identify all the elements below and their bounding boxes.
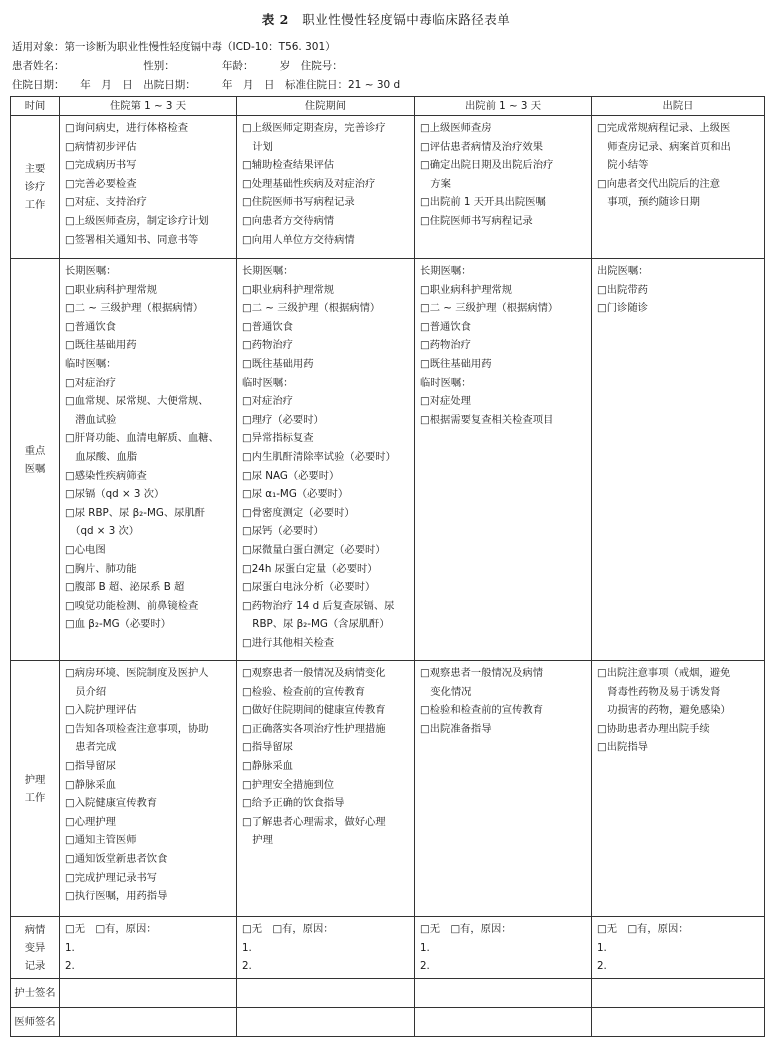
cell-diagnosis-predischarge: [415, 116, 592, 259]
cell-line: □对症、支持治疗: [65, 196, 147, 209]
cell-line: □对症治疗: [242, 395, 293, 408]
header-during-stay: 住院期间: [237, 97, 415, 116]
cell-line: □心电图: [65, 543, 106, 556]
cell-line: □既往基础用药: [420, 357, 492, 370]
cell-line: 2.: [420, 960, 430, 973]
row-diagnosis: [11, 116, 765, 259]
row-label-variation: [11, 917, 60, 979]
cell-line: □出院前 1 天开具出院医嘱: [420, 196, 546, 209]
cell-line: □病情初步评估: [65, 140, 137, 153]
cell-line: □入院健康宣传教育: [65, 797, 158, 810]
cell-line: □无 □有，原因：: [242, 923, 334, 935]
nurse-sign-field-4[interactable]: [592, 979, 765, 1008]
cell-line: □病房环境、医院制度及医护人: [65, 667, 209, 679]
header-discharge-day: 出院日: [592, 97, 765, 116]
cell-line: 员介绍: [65, 685, 107, 698]
cell-line: □职业病科护理常规: [242, 283, 335, 296]
cell-variation-predischarge: [415, 917, 592, 979]
cell-line: 护理: [24, 773, 46, 786]
cell-line: □对症处理: [420, 395, 471, 408]
cell-line: □观察患者一般情况及病情: [420, 667, 543, 679]
cell-line: □通知饭堂新患者饮食: [65, 852, 168, 865]
row-variation: [11, 917, 765, 979]
cell-line: □完成护理记录书写: [65, 871, 158, 884]
row-orders: [11, 259, 765, 661]
cell-line: □向用人单位方交待病情: [242, 233, 355, 246]
cell-line: 1.: [242, 941, 252, 954]
cell-line: 方案: [420, 177, 451, 190]
cell-line: □肝肾功能、血清电解质、血糖、: [65, 432, 219, 445]
cell-line: 变异: [24, 941, 46, 954]
cell-line: 护理: [242, 834, 273, 847]
cell-line: □药物治疗: [242, 339, 293, 352]
cell-line: □根据需要复查相关检查项目: [420, 413, 554, 426]
header-day-1-3: 住院第 1 ~ 3 天: [60, 97, 237, 116]
cell-line: □签署相关通知书、同意书等: [65, 233, 199, 246]
cell-line: □无 □有，原因：: [597, 923, 689, 935]
cell-variation-stay: [237, 917, 415, 979]
cell-line: □普通饮食: [242, 320, 293, 333]
cell-line: □指导留尿: [242, 741, 293, 754]
cell-line: □异常指标复查: [242, 432, 314, 445]
row-nurse-signature: [11, 979, 765, 1008]
cell-variation-discharge: [592, 917, 765, 979]
cell-line: 长期医嘱：: [420, 265, 472, 277]
cell-line: □药物治疗: [420, 339, 471, 352]
cell-line: □二 ~ 三级护理（根据病情）: [420, 302, 559, 315]
cell-line: □无 □有，原因：: [420, 923, 512, 935]
cell-line: 计划: [242, 140, 273, 153]
cell-line: □血 β₂-MG（必要时）: [65, 618, 172, 631]
cell-line: □尿镉（qd × 3 次）: [65, 488, 165, 501]
cell-line: □检验、检查前的宣传教育: [242, 685, 365, 698]
row-doctor-signature: [11, 1008, 765, 1037]
doctor-sign-field-3[interactable]: [415, 1008, 592, 1037]
cell-line: □向患者方交待病情: [242, 214, 335, 227]
patient-info-line: 患者姓名： 性别： 年龄： 岁 住院号：: [12, 60, 343, 72]
cell-line: □护理安全措施到位: [242, 778, 335, 791]
cell-line: □门诊随诊: [597, 302, 648, 315]
cell-line: 1.: [420, 941, 430, 954]
header-row: [11, 97, 765, 116]
cell-line: 2.: [65, 960, 75, 973]
cell-line: □观察患者一般情况及病情变化: [242, 667, 386, 679]
cell-line: □理疗（必要时）: [242, 413, 324, 426]
cell-line: 功损害的药物，避免感染）: [597, 704, 731, 717]
doctor-sign-field-2[interactable]: [237, 1008, 415, 1037]
cell-line: □尿 NAG（必要时）: [242, 469, 340, 482]
cell-line: □心理护理: [65, 815, 116, 828]
cell-line: 院小结等: [597, 159, 649, 172]
cell-line: □了解患者心理需求，做好心理: [242, 815, 386, 828]
doctor-sign-field-4[interactable]: [592, 1008, 765, 1037]
cell-line: □给予正确的饮食指导: [242, 797, 345, 810]
table-title: [0, 10, 772, 28]
cell-line: □尿蛋白电泳分析（必要时）: [242, 581, 376, 594]
cell-line: □告知各项检查注意事项，协助: [65, 722, 209, 735]
cell-line: 2.: [597, 960, 607, 973]
cell-line: □出院注意事项（戒烟，避免: [597, 667, 731, 679]
table-number: 表 2: [261, 12, 289, 27]
nurse-sign-field-1[interactable]: [60, 979, 237, 1008]
cell-line: □执行医嘱，用药指导: [65, 890, 168, 903]
cell-line: 师查房记录、病案首页和出: [597, 140, 731, 153]
cell-line: □尿微量白蛋白测定（必要时）: [242, 543, 386, 556]
cell-line: 病情: [24, 923, 46, 936]
cell-line: □24h 尿蛋白定量（必要时）: [242, 562, 378, 575]
table-title-text: 职业性慢性轻度镉中毒临床路径表单: [302, 12, 511, 27]
row-label-nursing: [11, 661, 60, 917]
cell-line: □血常规、尿常规、大便常规、: [65, 395, 209, 408]
cell-line: □进行其他相关检查: [242, 636, 335, 649]
cell-line: □上级医师查房，制定诊疗计划: [65, 214, 209, 227]
cell-line: □无 □有，原因：: [65, 923, 157, 935]
cell-line: □既往基础用药: [242, 357, 314, 370]
cell-diagnosis-stay: [237, 116, 415, 259]
clinical-pathway-table: [10, 96, 765, 1037]
cell-line: □上级医师查房: [420, 122, 492, 134]
cell-line: □询问病史，进行体格检查: [65, 122, 188, 134]
cell-line: □向患者交代出院后的注意: [597, 177, 720, 190]
cell-line: □尿 RBP、尿 β₂-MG、尿肌酐: [65, 506, 206, 519]
cell-line: 临时医嘱：: [65, 357, 117, 370]
cell-line: □尿钙（必要时）: [242, 525, 324, 538]
cell-line: 临时医嘱：: [242, 376, 294, 389]
cell-line: 出院医嘱：: [597, 265, 649, 277]
cell-orders-day1-3: [60, 259, 237, 661]
cell-line: □二 ~ 三级护理（根据病情）: [242, 302, 381, 315]
row-label-diagnosis: [11, 116, 60, 259]
cell-line: □内生肌酐清除率试验（必要时）: [242, 450, 396, 463]
cell-nursing-day1-3: [60, 661, 237, 917]
cell-line: （qd × 3 次）: [65, 525, 140, 538]
cell-line: 工作: [24, 199, 46, 211]
header-before-discharge: 出院前 1 ~ 3 天: [415, 97, 592, 116]
cell-line: 诊疗: [24, 181, 46, 193]
cell-line: □协助患者办理出院手续: [597, 722, 710, 735]
cell-nursing-discharge: [592, 661, 765, 917]
cell-line: 1.: [65, 941, 75, 954]
cell-line: 医嘱: [24, 462, 46, 475]
cell-line: □完善必要检查: [65, 177, 137, 190]
cell-line: 潜血试验: [65, 413, 117, 426]
cell-line: □出院带药: [597, 283, 648, 296]
cell-nursing-predischarge: [415, 661, 592, 917]
cell-orders-predischarge: [415, 259, 592, 661]
cell-line: □腹部 B 超、泌尿系 B 超: [65, 581, 185, 594]
cell-line: □确定出院日期及出院后治疗: [420, 159, 554, 172]
applicable-object-line: 适用对象：第一诊断为职业性慢性轻度镉中毒（ICD-10：T56. 301）: [12, 41, 336, 53]
cell-line: 记录: [24, 959, 46, 972]
cell-line: 主要: [24, 163, 46, 175]
cell-line: □出院指导: [597, 741, 648, 754]
cell-orders-discharge: [592, 259, 765, 661]
cell-line: □普通饮食: [65, 320, 116, 333]
cell-variation-day1-3: [60, 917, 237, 979]
cell-line: 变化情况: [420, 685, 472, 698]
nurse-sign-field-3[interactable]: [415, 979, 592, 1008]
cell-line: 血尿酸、血脂: [65, 450, 138, 463]
doctor-sign-field-1[interactable]: [60, 1008, 237, 1037]
cell-diagnosis-day1-3: [60, 116, 237, 259]
cell-line: □感染性疾病筛查: [65, 469, 147, 482]
cell-line: 长期医嘱：: [242, 265, 294, 277]
row-label-nurse-signature: 护士签名: [11, 979, 60, 1008]
cell-line: □入院护理评估: [65, 704, 137, 717]
cell-line: 长期医嘱：: [65, 265, 117, 277]
cell-line: □上级医师定期查房，完善诊疗: [242, 122, 386, 134]
cell-line: □住院医师书写病程记录: [420, 214, 533, 227]
cell-line: 2.: [242, 960, 252, 973]
cell-line: 工作: [24, 791, 46, 804]
header-time: 时间: [11, 97, 60, 116]
cell-line: □完成常规病程记录、上级医: [597, 122, 731, 134]
cell-line: 事项，预约随诊日期: [597, 196, 700, 209]
cell-line: □胸片、肺功能: [65, 562, 137, 575]
cell-orders-stay: [237, 259, 415, 661]
cell-line: □静脉采血: [242, 759, 293, 772]
cell-line: 肾毒性药物及易于诱发肾: [597, 685, 721, 698]
cell-line: 重点: [24, 444, 46, 457]
nurse-sign-field-2[interactable]: [237, 979, 415, 1008]
cell-line: 1.: [597, 941, 607, 954]
cell-line: □尿 α₁-MG（必要时）: [242, 488, 349, 501]
cell-line: RBP、尿 β₂-MG（含尿肌酐）: [242, 618, 390, 631]
cell-line: □评估患者病情及治疗效果: [420, 140, 543, 153]
admission-dates-line: 住院日期： 年 月 日 出院日期： 年 月 日 标准住院日：21 ~ 30 d: [12, 79, 401, 91]
cell-line: □住院医师书写病程记录: [242, 196, 355, 209]
cell-line: □二 ~ 三级护理（根据病情）: [65, 302, 204, 315]
cell-line: □辅助检查结果评估: [242, 159, 335, 172]
cell-nursing-stay: [237, 661, 415, 917]
cell-line: 临时医嘱：: [420, 376, 472, 389]
cell-line: □做好住院期间的健康宣传教育: [242, 704, 386, 717]
row-nursing: [11, 661, 765, 917]
row-label-doctor-signature: 医师签名: [11, 1008, 60, 1037]
cell-line: □骨密度测定（必要时）: [242, 506, 355, 519]
cell-diagnosis-discharge: [592, 116, 765, 259]
cell-line: □通知主管医师: [65, 834, 137, 847]
cell-line: □出院准备指导: [420, 722, 492, 735]
cell-line: □药物治疗 14 d 后复查尿镉、尿: [242, 599, 395, 612]
cell-line: 患者完成: [65, 741, 117, 754]
cell-line: □指导留尿: [65, 759, 116, 772]
cell-line: □完成病历书写: [65, 159, 137, 172]
cell-line: □职业病科护理常规: [65, 283, 158, 296]
cell-line: □职业病科护理常规: [420, 283, 513, 296]
cell-line: □处理基础性疾病及对症治疗: [242, 177, 376, 190]
cell-line: □对症治疗: [65, 376, 116, 389]
cell-line: □嗅觉功能检测、前鼻镜检查: [65, 599, 199, 612]
cell-line: □正确落实各项治疗性护理措施: [242, 722, 386, 735]
row-label-orders: [11, 259, 60, 661]
cell-line: □普通饮食: [420, 320, 471, 333]
cell-line: □既往基础用药: [65, 339, 137, 352]
cell-line: □检验和检查前的宣传教育: [420, 704, 543, 717]
cell-line: □静脉采血: [65, 778, 116, 791]
